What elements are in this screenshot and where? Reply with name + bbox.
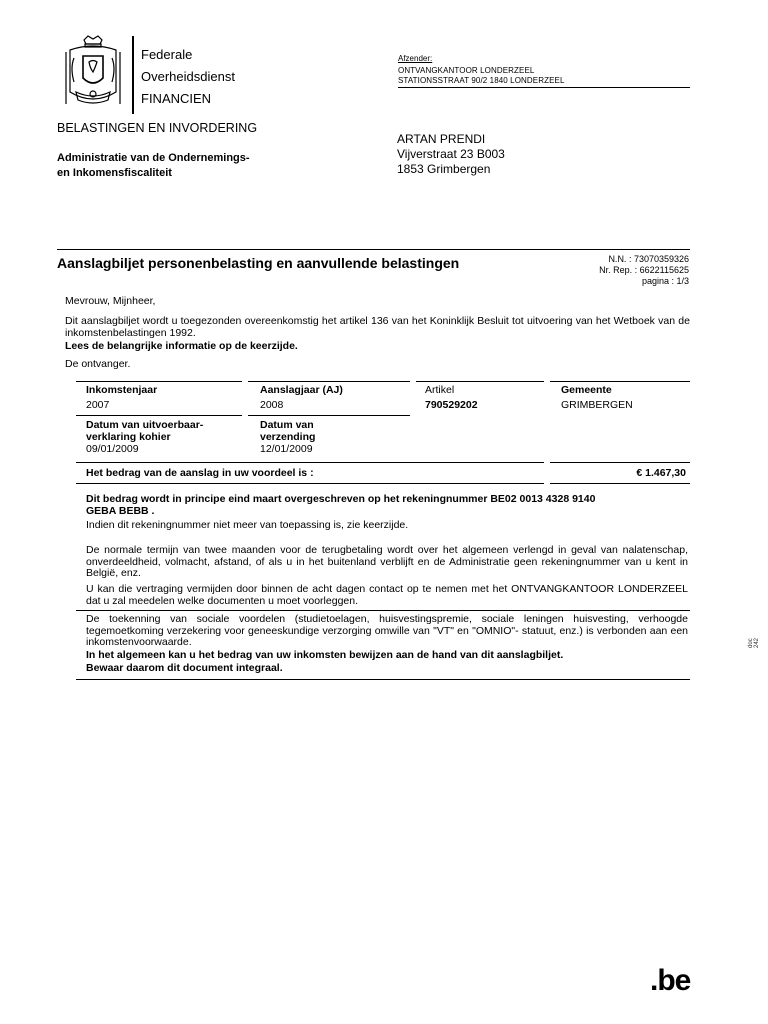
income-proof-notice: In het algemeen kan u het bedrag van uw inkomsten bewijzen aan de hand van dit aanslagbiljet.	[86, 649, 564, 661]
section-divider	[76, 610, 690, 611]
recipient-address	[397, 132, 505, 177]
administration-name: Administratie van de Ondernemings- en Inkomensfiscaliteit	[57, 152, 250, 179]
recipient-name: ARTAN PRENDI	[397, 132, 486, 146]
refund-term-paragraph: De normale termijn van twee maanden voor de terugbetaling wordt over het algemeen verlengd in geval van nalatenschap, onverdeeldheid, volmacht, afstand, of als u in het buitenland verblijft en de Administratie geen rekeningnummer van u kent in België, enz.	[86, 544, 688, 579]
national-number: N.N. : 73070359326	[608, 254, 689, 264]
table-rule	[550, 462, 690, 463]
intro-paragraph: Dit aanslagbiljet wordt u toegezonden overeenkomstig het artikel 136 van het Koninklijk Besluit tot uitvoering van het Wetboek van de inkomstenbelastingen 1992.	[65, 315, 690, 339]
header-divider	[132, 36, 134, 114]
salutation: Mevrouw, Mijnheer,	[65, 295, 156, 307]
section-divider	[76, 679, 690, 680]
table-rule	[416, 381, 544, 382]
table-cell-article: Artikel 790529202	[425, 384, 478, 411]
table-cell-income-year: Inkomstenjaar 2007	[86, 384, 158, 411]
table-cell-dispatch-date: Datum van verzending 12/01/2009	[260, 419, 316, 455]
amount-label: Het bedrag van de aanslag in uw voordeel is :	[86, 467, 314, 479]
agency-name: Federale Overheidsdienst FINANCIEN	[141, 47, 235, 106]
sender-label: Afzender:	[398, 54, 433, 63]
table-cell-municipality: Gemeente GRIMBERGEN	[561, 384, 633, 411]
reference-numbers	[599, 254, 689, 287]
table-rule	[248, 415, 410, 416]
amount-value: € 1.467,30	[636, 467, 686, 479]
recipient-city: 1853 Grimbergen	[397, 162, 491, 176]
document-code: doc 242	[748, 637, 760, 648]
sender-office: ONTVANGKANTOOR LONDERZEEL	[398, 66, 535, 75]
table-rule	[248, 381, 410, 382]
keep-document-notice: Bewaar daarom dit document integraal.	[86, 662, 283, 674]
title-divider	[57, 249, 690, 250]
account-note: Indien dit rekeningnummer niet meer van toepassing is, zie keerzijde.	[86, 519, 409, 531]
belgian-coat-of-arms-icon	[62, 34, 124, 110]
important-notice: Lees de belangrijke informatie op de keerzijde.	[65, 340, 298, 352]
table-rule	[76, 462, 544, 463]
be-logo: .be	[650, 964, 691, 997]
delay-paragraph: U kan die vertraging vermijden door binnen de acht dagen contact op te nemen met het ONTVANGKANTOOR LONDERZEEL dat u zal meedelen welke documenten u moet voorleggen.	[86, 583, 688, 607]
page-number: pagina : 1/3	[641, 276, 689, 286]
table-rule	[76, 381, 242, 382]
document-title: Aanslagbiljet personenbelasting en aanvullende belastingen	[57, 255, 460, 271]
signoff: De ontvanger.	[65, 358, 131, 370]
table-rule	[76, 483, 544, 484]
repertory-number: Nr. Rep. : 6622115625	[599, 265, 689, 275]
recipient-street: Vijverstraat 23 B003	[397, 147, 505, 161]
department-name: BELASTINGEN EN INVORDERING	[57, 121, 258, 135]
table-rule	[550, 381, 690, 382]
table-cell-assessment-year: Aanslagjaar (AJ) 2008	[260, 384, 343, 411]
table-rule	[550, 483, 690, 484]
table-rule	[76, 415, 242, 416]
transfer-notice: Dit bedrag wordt in principe eind maart overgeschreven op het rekeningnummer BE02 0013 4328 9140 GEBA BEBB .	[86, 493, 596, 517]
sender-address: STATIONSSTRAAT 90/2 1840 LONDERZEEL	[398, 76, 565, 85]
sender-divider	[398, 87, 690, 88]
table-cell-enforceability-date: Datum van uitvoerbaar- verklaring kohier 09/01/2009	[86, 419, 204, 455]
social-benefits-paragraph: De toekenning van sociale voordelen (studietoelagen, huisvestingspremie, sociale leningen huisvesting, verhoogde tegemoetkoming verzekering voor geneeskundige verzorging omwille van "VT" en "OMNIO"- statuut, enz.) is verbonden aan een inkomstenvoorwaarde.	[86, 613, 688, 648]
